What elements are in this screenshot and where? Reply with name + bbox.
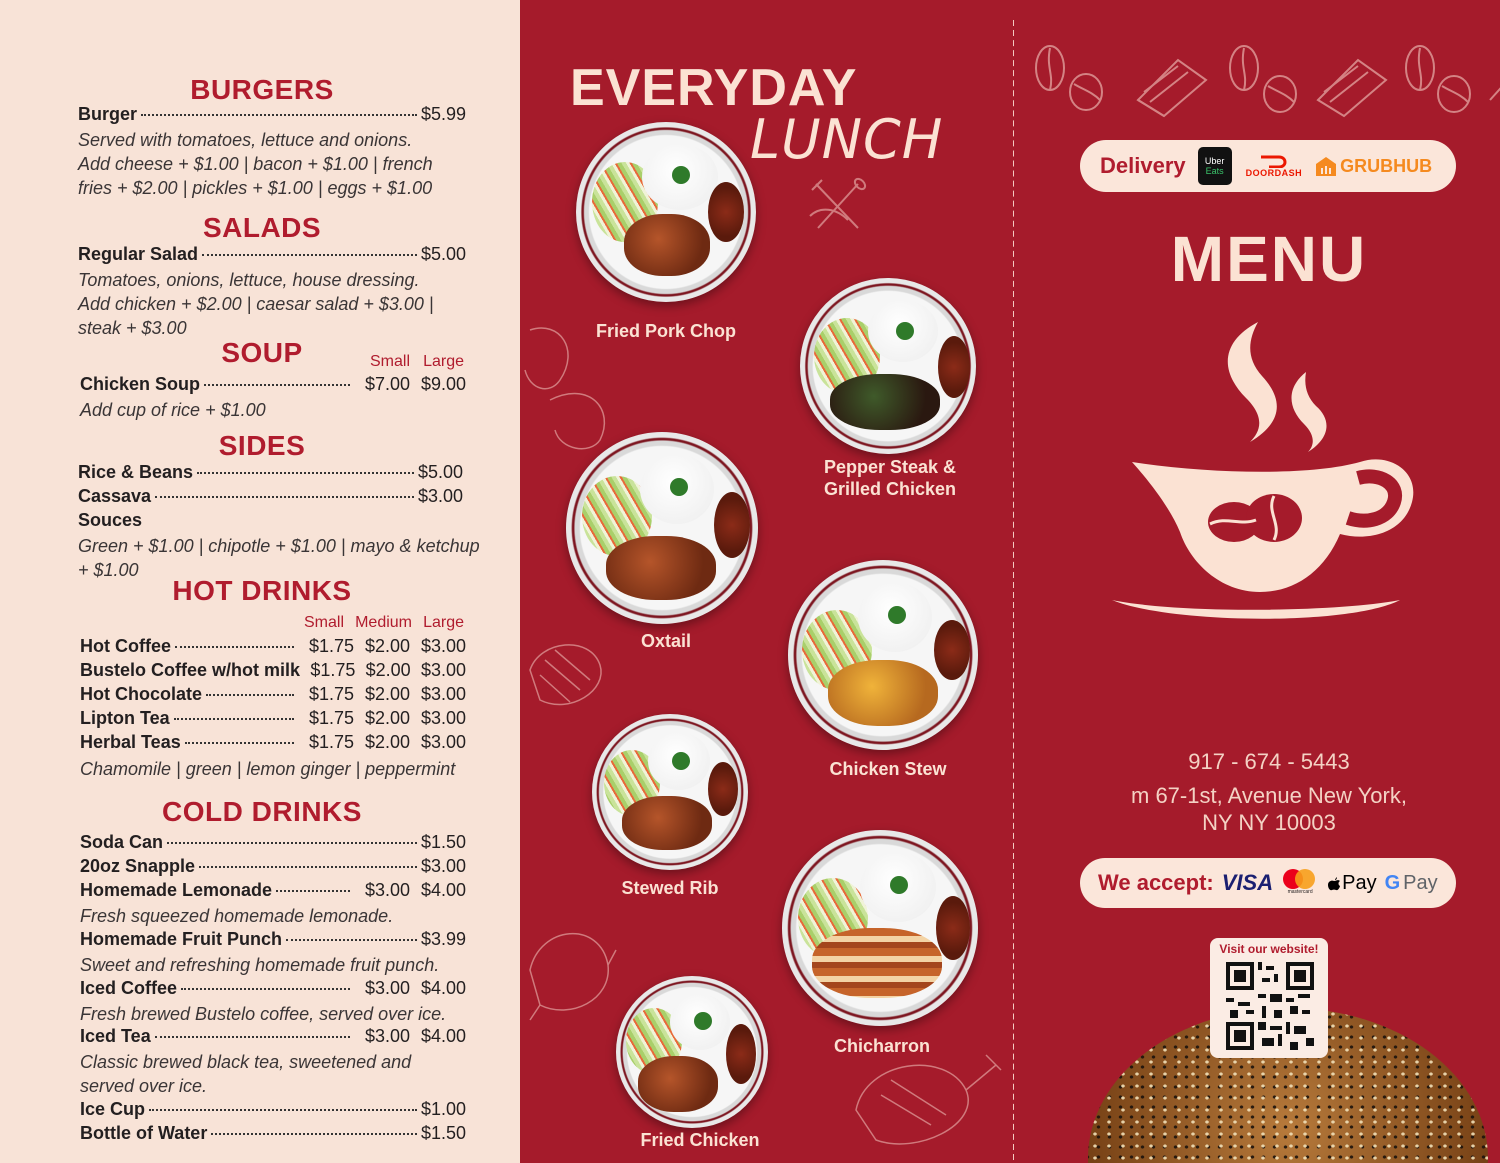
price-small: $1.75: [308, 732, 354, 752]
menu-item-chicken-soup: [80, 374, 466, 395]
apple-pay-text: Pay: [1342, 871, 1377, 894]
google-pay-text: Pay: [1403, 871, 1438, 894]
leader-dots: [185, 742, 294, 744]
mastercard-text: mastercard: [1287, 889, 1313, 895]
qr-caption: Visit our website!: [1219, 942, 1319, 956]
left-menu-panel: [0, 0, 520, 1163]
lemonade-description: Fresh squeezed homemade lemonade.: [80, 906, 394, 926]
size-large-label: Large: [423, 614, 464, 631]
payments-pill: [1080, 858, 1456, 908]
leader-dots: [181, 988, 350, 990]
price-small: $7.00: [364, 374, 410, 394]
size-medium-label: Medium: [355, 614, 412, 631]
item-price: $3.00: [417, 486, 463, 506]
google-g-icon: G: [1384, 871, 1401, 894]
doordash-logo: [1246, 154, 1303, 178]
visa-logo: VISA: [1221, 870, 1274, 895]
item-price: $3.99: [420, 929, 466, 949]
desc-line: Add chicken + $2.00 | caesar salad + $3.00 |: [78, 294, 434, 314]
mastercard-logo: [1283, 869, 1319, 897]
leader-dots: [197, 472, 414, 474]
menu-item-lipton-tea: [80, 708, 466, 729]
iced-tea-description: [80, 1050, 411, 1098]
price-small: $3.00: [364, 978, 410, 998]
leader-dots: [206, 694, 294, 696]
mastercard-circle-orange: [1295, 869, 1315, 889]
cutlery-sketch-icon: [808, 176, 872, 236]
cold-drinks-heading: COLD DRINKS: [162, 796, 362, 827]
dish-label-fried-pork-chop: Fried Pork Chop: [595, 321, 736, 341]
we-accept-label: We accept:: [1098, 870, 1214, 895]
item-price: $5.99: [420, 104, 466, 124]
salads-heading: SALADS: [202, 212, 322, 243]
qr-code-card[interactable]: [1210, 938, 1328, 1058]
price-medium: $2.00: [364, 732, 410, 752]
chicken-stew-plate: [788, 560, 978, 750]
grubhub-icon: [1314, 154, 1338, 178]
desc-line: + $1.00: [78, 560, 139, 580]
leader-dots: [167, 842, 417, 844]
grubhub-logo: [1314, 154, 1432, 178]
price-large: $3.00: [420, 660, 467, 680]
dish-label-oxtail: Oxtail: [640, 631, 692, 651]
menu-title: MENU: [1170, 223, 1368, 295]
iced-coffee-description: Fresh brewed Bustelo coffee, served over ice.: [80, 1004, 447, 1024]
cover-panel: [1014, 0, 1500, 1163]
chicharron-plate: [782, 830, 978, 1026]
leader-dots: [211, 1133, 417, 1135]
leader-dots: [276, 890, 350, 892]
item-price: $1.00: [420, 1099, 466, 1119]
item-name: Iced Coffee: [80, 978, 178, 998]
address: [1014, 782, 1500, 836]
price-medium: $2.00: [364, 636, 410, 656]
item-name: Ice Cup: [80, 1099, 146, 1119]
turkey-sketch-icon: [520, 910, 620, 1030]
apple-pay-logo: [1327, 872, 1376, 895]
menu-item-regular-salad: [78, 244, 466, 265]
price-small: $1.75: [308, 708, 354, 728]
item-name: Burger: [78, 104, 138, 124]
doordash-icon: [1259, 154, 1289, 168]
item-price: $1.50: [420, 832, 466, 852]
leader-dots: [204, 384, 350, 386]
price-large: $4.00: [420, 880, 466, 900]
item-name: Regular Salad: [78, 244, 199, 264]
doordash-text: DOORDASH: [1245, 168, 1303, 178]
price-large: $4.00: [420, 1026, 466, 1046]
desc-line: Chamomile | green | lemon ginger | peppermint: [80, 759, 456, 779]
price-large: $3.00: [420, 732, 466, 752]
menu-item-snapple: [80, 856, 466, 877]
menu-item-hot-coffee: [80, 636, 466, 657]
everyday-title: EVERYDAY: [570, 59, 858, 117]
hot-drinks-size-header: [298, 614, 464, 632]
pepper-steak-plate: [800, 278, 976, 454]
item-price: $1.50: [420, 1123, 466, 1143]
price-medium: $2.00: [364, 684, 410, 704]
dish-label-chicharron: Chicharron: [833, 1036, 930, 1056]
everyday-lunch-panel: [520, 0, 1014, 1163]
price-small: $1.75: [308, 684, 354, 704]
item-name: 20oz Snapple: [80, 856, 196, 876]
menu-item-souces: [78, 510, 463, 531]
hot-drinks-heading: HOT DRINKS: [172, 575, 352, 606]
size-large-label: Large: [423, 353, 464, 370]
desc-line: Green + $1.00 | chipotle + $1.00 | mayo & ketchup: [78, 536, 480, 556]
desc-line: served over ice.: [80, 1076, 208, 1096]
dish-label-line: Grilled Chicken: [823, 479, 957, 499]
leader-dots: [175, 646, 294, 648]
phone-number: 917 - 674 - 5443: [1188, 749, 1350, 774]
item-name: Homemade Fruit Punch: [80, 929, 283, 949]
address-line: NY NY 10003: [1202, 810, 1336, 835]
hot-drinks-description: [80, 757, 455, 781]
item-name: Bottle of Water: [80, 1123, 208, 1143]
dish-label-line: Pepper Steak &: [823, 457, 957, 477]
menu-item-cassava: [78, 486, 463, 507]
item-name: Souces: [78, 510, 143, 530]
desc-line: Add cup of rice + $1.00: [80, 400, 266, 420]
fruit-punch-description: Sweet and refreshing homemade fruit punch.: [80, 955, 440, 975]
item-name: Iced Tea: [80, 1026, 151, 1046]
stewed-rib-plate: [592, 714, 748, 870]
menu-item-fruit-punch: [80, 929, 466, 950]
price-large: $3.00: [420, 684, 466, 704]
qr-code-icon[interactable]: [1226, 962, 1314, 1050]
leader-dots: [202, 254, 417, 256]
coffee-bean-sandwich-sketch-icon: [1028, 40, 1500, 120]
item-name: Homemade Lemonade: [80, 880, 273, 900]
item-name: Hot Coffee: [80, 636, 171, 656]
delivery-pill: [1080, 140, 1456, 192]
leader-dots: [286, 939, 417, 941]
menu-item-bottle-water: [80, 1123, 466, 1144]
desc-line: steak + $3.00: [78, 318, 187, 338]
soup-heading: SOUP: [221, 337, 303, 368]
soup-description: [80, 398, 266, 422]
salads-description: [78, 268, 434, 340]
leader-dots: [199, 866, 417, 868]
menu-item-hot-chocolate: [80, 684, 466, 705]
dish-label-stewed-rib: Stewed Rib: [621, 878, 719, 898]
size-small-label: Small: [303, 614, 344, 631]
menu-item-burger: [78, 104, 466, 125]
desc-line: Classic brewed black tea, sweetened and: [80, 1052, 412, 1072]
menu-item-herbal-teas: [80, 732, 466, 753]
google-pay-logo: [1385, 872, 1438, 895]
burgers-description: [78, 128, 433, 200]
price-large: $4.00: [420, 978, 466, 998]
sides-heading: SIDES: [218, 430, 306, 461]
menu-item-soda-can: [80, 832, 466, 853]
item-name: Herbal Teas: [80, 732, 181, 752]
item-name: Rice & Beans: [78, 462, 194, 482]
desc-line: Tomatoes, onions, lettuce, house dressing.: [78, 270, 420, 290]
uber-eats-line: Eats: [1205, 166, 1224, 176]
burgers-heading: BURGERS: [190, 74, 334, 105]
dish-label-chicken-stew: Chicken Stew: [829, 759, 947, 779]
dish-label-pepper-steak: [790, 456, 990, 500]
desc-line: fries + $2.00 | pickles + $1.00 | eggs + $1.00: [78, 178, 433, 198]
price-small: $1.75: [310, 660, 356, 680]
menu-item-rice-beans: [78, 462, 463, 483]
price-medium: $2.00: [365, 660, 411, 680]
leader-dots: [149, 1109, 417, 1111]
price-small: $3.00: [364, 1026, 410, 1046]
price-large: $9.00: [420, 374, 466, 394]
item-name: Soda Can: [80, 832, 164, 852]
oxtail-plate: [566, 432, 758, 624]
soup-size-header: [356, 353, 464, 371]
leader-dots: [155, 1036, 350, 1038]
coffee-cup-logo-icon: [1110, 312, 1420, 632]
address-line: m 67-1st, Avenue New York,: [1131, 783, 1407, 808]
price-medium: $2.00: [364, 708, 410, 728]
uber-eats-logo: [1198, 147, 1232, 185]
lunch-title: LUNCH: [750, 108, 944, 171]
desc-line: Served with tomatoes, lettuce and onions.: [78, 130, 413, 150]
uber-eats-line: Uber: [1204, 156, 1225, 166]
item-name: Lipton Tea: [80, 708, 170, 728]
leader-dots: [155, 496, 414, 498]
fried-chicken-plate: [616, 976, 768, 1128]
item-price: $5.00: [420, 244, 466, 264]
price-small: $1.75: [308, 636, 354, 656]
price-small: $3.00: [364, 880, 410, 900]
item-price: $5.00: [417, 462, 463, 482]
price-large: $3.00: [420, 708, 466, 728]
meat-sketch-icon: [836, 1040, 1006, 1160]
item-name: Hot Chocolate: [80, 684, 203, 704]
item-name: Bustelo Coffee w/hot milk: [80, 660, 301, 680]
menu-item-ice-cup: [80, 1099, 466, 1120]
leader-dots: [174, 718, 294, 720]
desc-line: Add cheese + $1.00 | bacon + $1.00 | french: [78, 154, 433, 174]
fried-pork-chop-plate: [576, 122, 756, 302]
menu-item-bustelo-coffee: [80, 660, 466, 681]
size-small-label: Small: [369, 353, 410, 370]
item-name: Cassava: [78, 486, 152, 506]
item-name: Chicken Soup: [80, 374, 201, 394]
menu-item-iced-coffee: [80, 978, 466, 999]
leader-dots: [141, 114, 417, 116]
menu-item-homemade-lemonade: [80, 880, 466, 901]
apple-icon: [1327, 875, 1341, 891]
grubhub-text: GRUBHUB: [1340, 155, 1433, 176]
menu-item-iced-tea: [80, 1026, 466, 1047]
price-large: $3.00: [420, 636, 466, 656]
delivery-label: Delivery: [1100, 153, 1186, 178]
item-price: $3.00: [420, 856, 466, 876]
dish-label-fried-chicken: Fried Chicken: [640, 1130, 760, 1150]
